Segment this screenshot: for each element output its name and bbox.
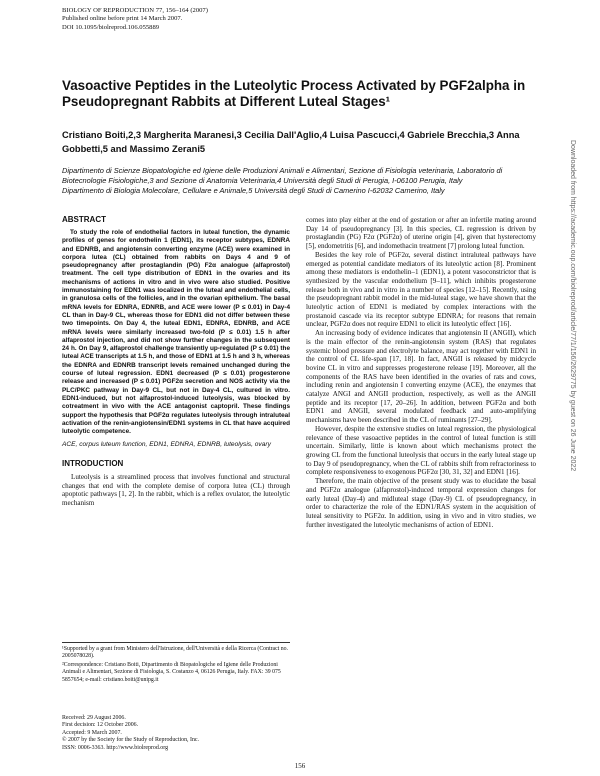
doi-link[interactable]: DOI 10.1095/biolreprod.106.055889 [62, 23, 160, 31]
intro-paragraph-continued: comes into play either at the end of gestation or after an infertile mating around Day 14 of pseudopregnancy [3]. In this species, CL regression is driven by prostaglandin (PG) F2α (PGF2α) of uterine origin [4], given that hysterectomy [5], endometritis [6], and indomethacin treatment [7] prolong luteal function. [306, 216, 536, 251]
intro-paragraph-2: Besides the key role of PGF2α, several distinct intraluteal pathways have emerged as potential candidate mediators of its luteolytic action [8]. Prominent among these mediators is endothelin–1 (EDN1), a potent vasoconstrictor that is synthesized by the vascular endothelium [9–11], which inhibits progesterone release both in vivo and in vitro in a number of species [12–15]. Recently, using the pseudopregnant rabbit model in the mid-luteal stage, we have shown that the luteolytic action of EDN1 is mediated by complex interactions with the prostanoid cascade via its receptor subtype EDNRA; for reasons that remain unclear, PGF2α does not require EDN1 to elicit its luteolytic effect [16]. [306, 250, 536, 329]
page-number: 156 [294, 762, 306, 770]
download-watermark[interactable]: Downloaded from https://academic.oup.com/biolreprod/article/77/1/156/2629775 by guest on 26 June 2022 [569, 140, 576, 472]
journal-citation: BIOLOGY OF REPRODUCTION 77, 156–164 (2007) [62, 7, 208, 14]
intro-paragraph-5: Therefore, the main objective of the present study was to elucidate the basal and PGF2α analogue (alfaprostol)-induced temporal expression changes for early luteal (Day-4) and midluteal stage (Day-9) CL of pseudopregnancy, in order to characterize the role of the EDN1/RAS system in the acquisition of luteal sensitivity to PGF2α. In addition, using in vivo and in vitro studies, we further investigated the luteolytic mechanisms of action of EDN1. [306, 477, 536, 529]
affiliations: Dipartimento di Scienze Biopatologiche ed Igiene delle Produzioni Animali e Alimentari, Sezione di Fisiologia veterinaria, Laboratorio di Biotecnologie Fisiologiche,3 and Sezione di Anatomia Veterinaria,4 Università degli Studi di Perugia, I-06100 Perugia, Italy Dipartimento di Biologia Molecolare, Cellulare e Animale,5 Università degli Studi di Camerino I-62032 Camerino, Italy [62, 166, 503, 195]
author-list: Cristiano Boiti,2,3 Margherita Maranesi,3 Cecilia Dall'Aglio,4 Luisa Pascucci,4 Gabriele Brecchia,3 Anna Gobbetti,5 and Massimo Zerani5 [62, 130, 520, 154]
footnote-divider [62, 642, 290, 643]
right-column [306, 216, 536, 529]
article-title: Vasoactive Peptides in the Luteolytic Process Activated by PGF2alpha in Pseudopregnant Rabbits at Different Luteal Stages¹ [62, 78, 526, 109]
journal-header [62, 7, 208, 32]
article-dates [62, 715, 290, 752]
footnote-1: ¹Supported by a grant from Ministero dell'Istruzione, dell'Università e della Ricerca (Contract no. 2005078028). [62, 646, 288, 660]
copyright-line: © 2007 by the Society for the Study of Reproduction, Inc. [62, 737, 199, 744]
first-decision-date: First decision: 12 October 2006. [62, 722, 139, 729]
intro-paragraph-1: Luteolysis is a streamlined process that involves functional and structural changes that end with the complete demise of corpora lutea (CL) through apoptotic pathways [1, 2]. In the rabbit, which is a reflex ovulator, the luteolytic mechanism [62, 472, 290, 507]
issn-line[interactable]: ISSN: 0006-3363. http://www.biolreprod.org [62, 744, 169, 751]
left-column [62, 215, 290, 508]
abstract-text: To study the role of endothelial factors in luteal function, the dynamic profiles of genes for endothelin 1 (EDN1), its receptor subtypes, EDNRA and EDNRB, and angiotensin converting enzyme (ACE) were examined in corpora lutea (CL) obtained from rabbits on Days 4 and 9 of pseudopregnancy after prostaglandin (PG) F2α analogue (alfaprostol) treatment. The cell type distribution of EDN1 in the ovaries and its mechanisms of actions in vitro and in vivo were also studied. Positive immunostaining for EDN1 was localized in the luteal and endothelial cells, in granulosa cells of the follicles, and in the ovarian epithelium. The basal mRNA levels for EDNRA, EDNRB, and ACE were lower (P ≤ 0.01) in Day-4 CL than in Day-9 CL, whereas those for EDN1 did not differ between these two timepoints. On Day 4, the luteal EDN1, EDNRA, EDNRB, and ACE mRNA levels were similarly increased two-fold (P ≤ 0.01) 1.5 h after alfaprostol injection, and did not show further changes in the subsequent 24 h. On Day 9, alfaprostol challenge transiently up-regulated (P ≤ 0.01) the luteal ACE transcripts at 1.5 h, and those of EDN1 at 1.5 h and 3 h, whereas the EDNRA and EDNRB transcript levels remained unchanged during the course of luteal regression. EDN1 decreased (P ≤ 0.01) progesterone release and increased (P ≤ 0.01) PGF2α secretion and NOS activity via the PLC/PKC pathway in Day-9 CL, but not in Day-4 CL, cultured in vitro. EDN1-induced, but not alfaprostol-induced luteolysis, was blocked by cotreatment in vivo with the ACE antagonist captopril. These findings support the hypothesis that PGF2α regulates luteolysis through intraluteal activation of the renin-angiotensin/EDN1 systems in CL that have acquired luteolytic competence. [62, 229, 290, 436]
intro-paragraph-4: However, despite the extensive studies on luteal regression, the physiological relevance of these vasoactive peptides in the control of luteal function is still uncertain. Similarly, little is known about which mechanisms protect the growing CL from the functional luteolysis that occurs in the early luteal stage up to Day 9 of pseudopregnancy, when the CL of rabbits shift from refractoriness to complete responsiveness to exogenous PGF2α [30, 31, 32] and EDN1 [16]. [306, 424, 536, 477]
keywords: ACE, corpus luteum function, EDN1, EDNRA, EDNRB, luteolysis, ovary [62, 441, 271, 449]
abstract-heading: ABSTRACT [62, 215, 106, 224]
footnote-2: ²Correspondence: Cristiano Boiti, Dipartimento di Biopatologiche ed Igiene delle Produzioni Animali e Alimentari, Sezione di Fisiologia, S. Costanzo 4, 06126 Perugia, Italy. FAX: 39 075 5857654; e-mail: cristiano.boiti@unipg.it [62, 662, 281, 683]
publish-note: Published online before print 14 March 2007. [62, 15, 183, 23]
accepted-date: Accepted: 9 March 2007. [62, 729, 122, 736]
introduction-heading: INTRODUCTION [62, 458, 124, 468]
intro-paragraph-3: An increasing body of evidence indicates that angiotensin II (ANGII), which is the main effector of the renin-angiotensin system (RAS) that regulates systemic blood pressure and electrolyte balance, may act together with EDN1 in the control of CL life-span [17, 18]. In fact, ANGII is released by midcycle bovine CL in vitro and suppresses progesterone release [19]. Moreover, all the components of the RAS have been identified in the ovaries of rats and cows, including renin and angiotensin I converting enzyme (ACE), the enzymes that catalyze ANGI and ANGII production, respectively, as well as the ANGII peptide and its receptor [17, 20–26]. In addition, between PGF2α and both EDN1 and ANGII, several modulated feedback and auto-amplifying mechanisms have been described in the CL of ruminants [27–29]. [306, 329, 536, 425]
received-date: Received: 29 August 2006. [62, 715, 126, 721]
